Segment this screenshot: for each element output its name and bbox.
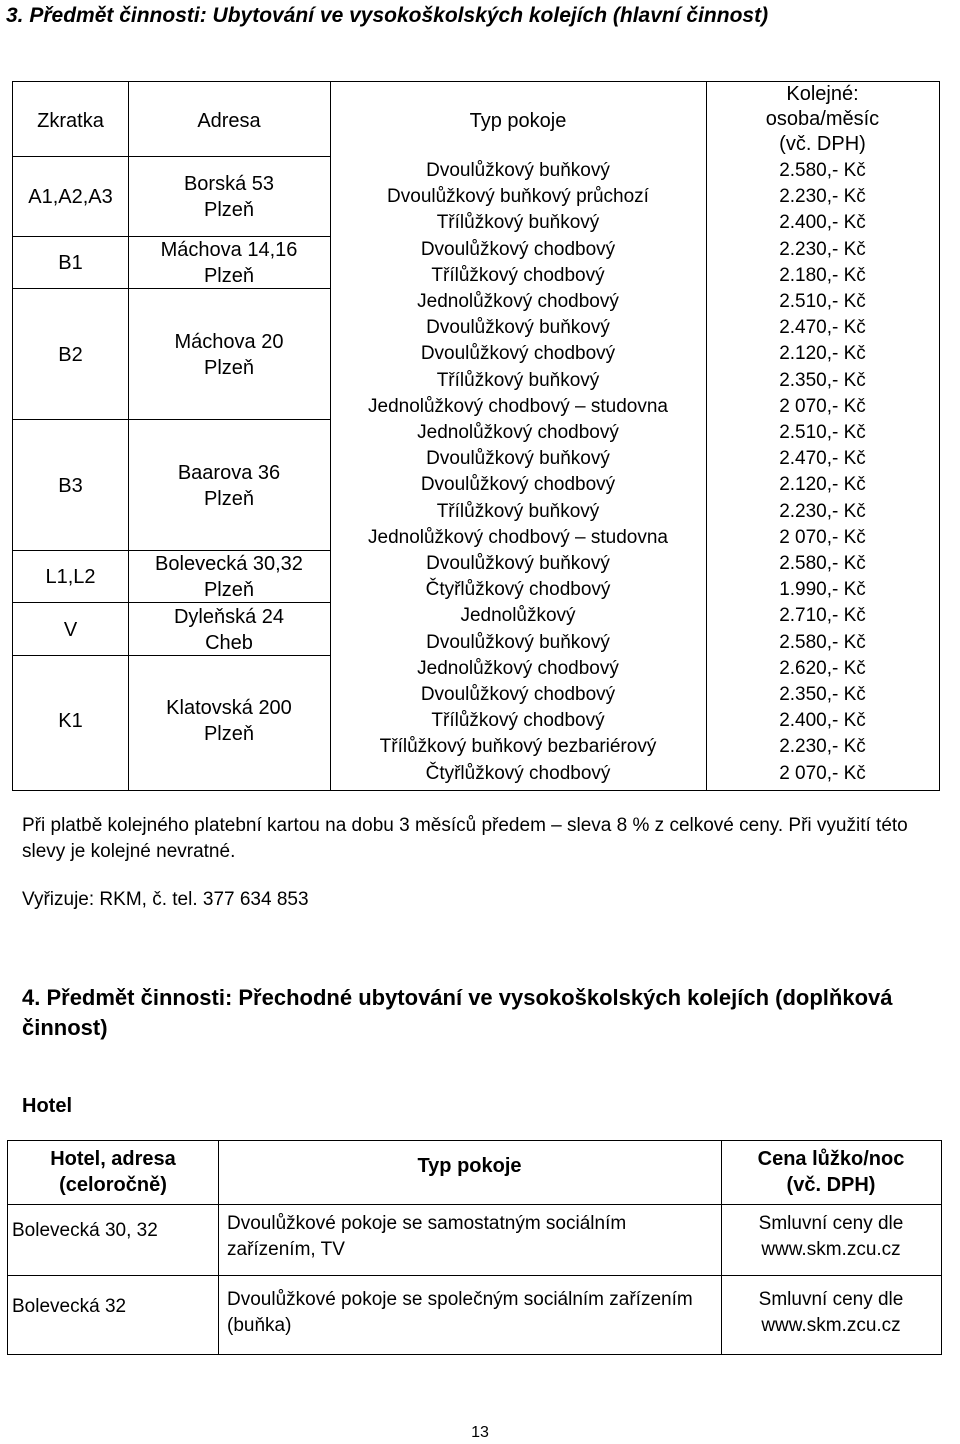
group-adresa-text: Máchova 14,16 Plzeň: [160, 238, 298, 287]
room-type-cell: Třílůžkový buňkový: [436, 500, 600, 522]
room-type-cell: Dvoulůžkový buňkový: [426, 317, 610, 339]
group-zkratka: [13, 289, 128, 420]
group-zkratka-text: A1,A2,A3: [28, 186, 113, 209]
group-adresa: [128, 289, 330, 420]
room-type-cell: Jednolůžkový chodbový: [417, 657, 619, 679]
section-4-heading-text: 4. Předmět činnosti: Přechodné ubytování ve vysokoškolských kolejích (doplňková činnost): [22, 985, 893, 1040]
hotel-row-2-typ: Dvoulůžkové pokoje se společným sociálním zařízením (buňka): [227, 1289, 693, 1336]
group-adresa: [128, 603, 330, 655]
header-typ-pokoje-2: Typ pokoje: [417, 1155, 522, 1177]
price-cell: 2.580,- Kč: [779, 553, 866, 574]
room-type-cell: Čtyřlůžkový chodbový: [425, 762, 611, 784]
header-kolejne-text: Kolejné: osoba/měsíc (vč. DPH): [765, 83, 880, 155]
room-type-cell: Jednolůžkový chodbový: [417, 291, 619, 312]
room-type-cell: Třílůžkový chodbový: [431, 710, 605, 732]
room-type-cell: Třílůžkový buňkový bezbariérový: [379, 736, 657, 758]
group-adresa: [128, 656, 330, 787]
hotel-row-1-cena-text: Smluvní ceny dle www.skm.zcu.cz: [758, 1213, 904, 1260]
room-type-cell: Dvoulůžkový chodbový: [420, 238, 616, 260]
price-cell: 2.400,- Kč: [779, 710, 866, 732]
room-type-cell: Třílůžkový buňkový: [436, 212, 600, 234]
group-divider: [13, 156, 330, 157]
price-cell: 2.180,- Kč: [779, 264, 866, 286]
price-cell: 2.230,- Kč: [779, 238, 866, 260]
room-type-cell: Jednolůžkový chodbový – studovna: [368, 395, 668, 417]
price-cell: 2.230,- Kč: [779, 736, 866, 758]
group-adresa: [128, 420, 330, 551]
group-zkratka: [13, 603, 128, 655]
header-cena: [721, 1146, 941, 1198]
group-zkratka-text: V: [63, 618, 78, 641]
header-zkratka: Zkratka: [37, 110, 104, 132]
room-type-cell: Jednolůžkový: [460, 605, 576, 627]
room-type-cell: Dvoulůžkový buňkový průchozí: [387, 186, 649, 208]
room-type-cell: Dvoulůžkový buňkový: [426, 448, 610, 470]
group-zkratka-text: B2: [58, 343, 83, 366]
table-row-divider: [8, 1275, 941, 1276]
room-type-cell: Třílůžkový chodbový: [431, 264, 605, 286]
price-cell: 2.620,- Kč: [779, 657, 866, 679]
header-typ-pokoje: Typ pokoje: [469, 110, 567, 132]
price-cell: 2.510,- Kč: [779, 422, 866, 443]
header-hotel-adresa: [8, 1146, 218, 1198]
section-3-heading: 3. Předmět činnosti: Ubytování ve vysokoškolských kolejích (hlavní činnost): [6, 4, 769, 27]
price-cell: 2.470,- Kč: [779, 448, 866, 470]
contact-line: Vyřizuje: RKM, č. tel. 377 634 853: [22, 889, 309, 910]
price-cell: 2.580,- Kč: [779, 631, 866, 653]
group-adresa: [128, 237, 330, 289]
header-adresa: Adresa: [197, 110, 261, 132]
room-type-cell: Třílůžkový buňkový: [436, 369, 600, 391]
header-hotel-adresa-text: Hotel, adresa (celoročně): [50, 1148, 176, 1196]
group-zkratka-text: B3: [58, 474, 83, 497]
price-cell: 2.230,- Kč: [779, 186, 866, 208]
section-4-heading: [22, 983, 932, 1043]
price-cell: 2.510,- Kč: [779, 291, 866, 312]
hotel-row-2-hotel: Bolevecká 32: [12, 1296, 127, 1317]
price-cell: 2 070,- Kč: [779, 526, 866, 548]
header-cena-text: Cena lůžko/noc (vč. DPH): [757, 1148, 905, 1196]
payment-note: Při platbě kolejného platební kartou na dobu 3 měsíců předem – sleva 8 % z celkové ceny. Při využití této slevy je kolejné nevratné.: [22, 815, 908, 862]
header-kolejne: [706, 82, 939, 157]
table-row-divider: [8, 1204, 941, 1205]
group-adresa-text: Dyleňská 24 Cheb: [173, 605, 285, 654]
hotel-row-2-cena-text: Smluvní ceny dle www.skm.zcu.cz: [758, 1289, 904, 1336]
group-zkratka-text: L1,L2: [45, 566, 96, 589]
room-type-cell: Jednolůžkový chodbový: [417, 422, 619, 443]
price-cell: 2.470,- Kč: [779, 317, 866, 339]
group-zkratka: [13, 551, 128, 603]
room-type-cell: Jednolůžkový chodbový – studovna: [368, 526, 668, 548]
hotel-row-1-hotel: Bolevecká 30, 32: [12, 1220, 158, 1241]
price-cell: 2.230,- Kč: [779, 500, 866, 522]
price-cell: 2.580,- Kč: [779, 160, 866, 181]
group-zkratka-text: K1: [58, 710, 83, 733]
hotel-row-2-cena: [721, 1287, 941, 1339]
room-type-cell: Dvoulůžkový chodbový: [420, 343, 616, 365]
room-type-cell: Dvoulůžkový chodbový: [420, 474, 616, 496]
group-adresa-text: Máchova 20 Plzeň: [174, 330, 284, 379]
price-cell: 2.350,- Kč: [779, 369, 866, 391]
group-zkratka: [13, 420, 128, 551]
page-number: 13: [471, 1424, 489, 1441]
price-cell: 2.120,- Kč: [779, 474, 866, 496]
price-cell: 2.120,- Kč: [779, 343, 866, 365]
price-cell: 2.400,- Kč: [779, 212, 866, 234]
group-adresa-text: Baarova 36 Plzeň: [177, 461, 281, 510]
price-cell: 2 070,- Kč: [779, 395, 866, 417]
room-type-cell: Dvoulůžkový buňkový: [426, 631, 610, 653]
hotel-row-1-cena: [721, 1211, 941, 1263]
room-type-cell: Čtyřlůžkový chodbový: [425, 579, 611, 601]
group-adresa: [128, 551, 330, 603]
group-zkratka: [13, 656, 128, 787]
price-cell: 2.350,- Kč: [779, 684, 866, 705]
price-cell: 2.710,- Kč: [779, 605, 866, 627]
hotel-label: Hotel: [22, 1095, 72, 1117]
group-adresa-text: Bolevecká 30,32 Plzeň: [155, 553, 303, 602]
room-type-cell: Dvoulůžkový chodbový: [420, 684, 616, 705]
price-cell: 2 070,- Kč: [779, 762, 866, 784]
room-type-cell: Dvoulůžkový buňkový: [426, 553, 610, 574]
group-zkratka-text: B1: [58, 251, 83, 274]
hotel-row-1-typ: Dvoulůžkové pokoje se samostatným sociálním zařízením, TV: [227, 1213, 627, 1260]
price-cell: 1.990,- Kč: [779, 579, 866, 601]
group-adresa-text: Borská 53 Plzeň: [183, 173, 275, 222]
room-type-cell: Dvoulůžkový buňkový: [426, 160, 610, 181]
dormitory-price-table: [12, 81, 940, 791]
group-adresa-text: Klatovská 200 Plzeň: [166, 697, 292, 746]
group-zkratka: [13, 158, 128, 237]
group-zkratka: [13, 237, 128, 289]
group-adresa: [128, 158, 330, 237]
hotel-price-table: [7, 1140, 942, 1355]
